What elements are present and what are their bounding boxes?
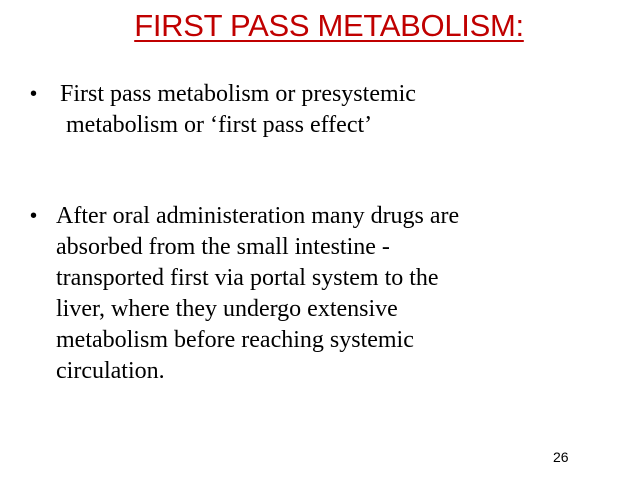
bullet-continuation: metabolism or ‘first pass effect’ bbox=[66, 112, 373, 138]
bullet-item-oral-administration bbox=[30, 201, 620, 387]
bullet-text: After oral administeration many drugs are absorbed from the small intestine - transported first via portal system to the liver, where they undergo extensive metabolism before reaching systemic circulation. bbox=[56, 203, 460, 384]
page-number: 26 bbox=[553, 449, 569, 465]
slide-title: FIRST PASS METABOLISM: bbox=[134, 8, 524, 43]
bullet-marker: • bbox=[30, 83, 38, 105]
bullet-text: First pass metabolism or presystemic bbox=[60, 81, 416, 107]
bullet-marker: • bbox=[30, 205, 38, 227]
bullet-item-first-pass bbox=[30, 79, 620, 141]
